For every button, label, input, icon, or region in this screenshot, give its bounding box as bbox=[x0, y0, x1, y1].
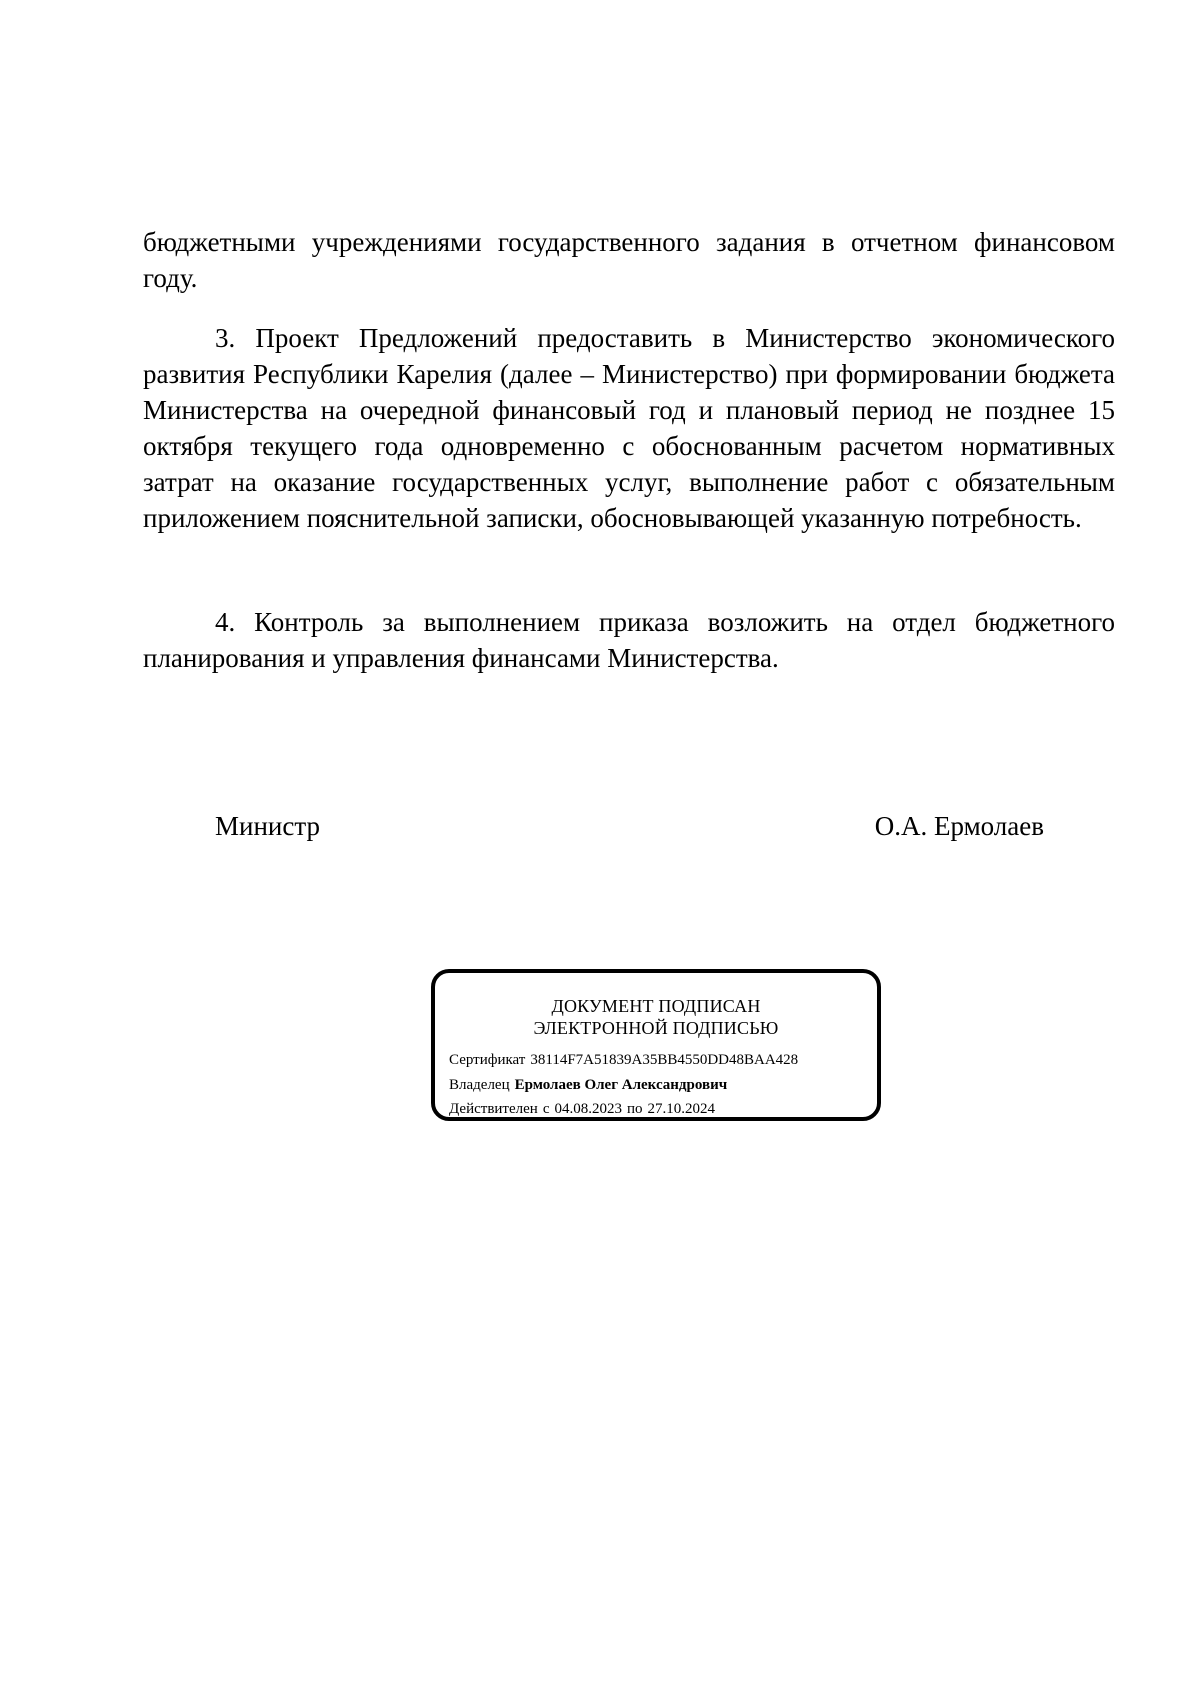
paragraph-continuation-text: бюджетными учреждениями государственного задания в отчетном финансовом году. bbox=[143, 227, 1115, 293]
electronic-signature-stamp bbox=[431, 969, 881, 1121]
paragraph-3 bbox=[143, 320, 1115, 536]
stamp-title bbox=[435, 995, 877, 1039]
stamp-title-line-2: ЭЛЕКТРОННОЙ ПОДПИСЬЮ bbox=[533, 1018, 779, 1038]
signatory-name: О.А. Ермолаев bbox=[874, 811, 1044, 841]
stamp-validity-line bbox=[449, 1100, 715, 1118]
stamp-certificate-line bbox=[449, 1051, 798, 1069]
paragraph-4 bbox=[143, 604, 1115, 676]
stamp-owner-line bbox=[449, 1076, 727, 1094]
stamp-valid-label: Действителен bbox=[449, 1101, 538, 1117]
stamp-owner-value: Ермолаев Олег Александрович bbox=[514, 1077, 728, 1093]
stamp-valid-from: 04.08.2023 bbox=[554, 1101, 622, 1117]
stamp-valid-from-label: с bbox=[542, 1101, 550, 1117]
stamp-valid-to-label: по bbox=[626, 1101, 643, 1117]
stamp-valid-to: 27.10.2024 bbox=[647, 1101, 716, 1117]
stamp-title-line-1: ДОКУМЕНТ ПОДПИСАН bbox=[551, 996, 761, 1016]
stamp-owner-label: Владелец bbox=[449, 1077, 510, 1093]
stamp-certificate-label: Сертификат bbox=[449, 1052, 526, 1068]
paragraph-continuation bbox=[143, 224, 1115, 296]
stamp-certificate-value: 38114F7A51839A35BB4550DD48BAA428 bbox=[530, 1052, 799, 1068]
paragraph-3-text: 3. Проект Предложений предоставить в Министерство экономического развития Республики Карелия (далее – Министерство) при формировании бюджета Министерства на очередной финансовый год и плановый период не позднее 15 октября текущего года одновременно с обоснованным расчетом нормативных затрат на оказание государственных услуг, выполнение работ с обязательным приложением пояснительной записки, обосновывающей указанную потребность. bbox=[143, 323, 1115, 533]
paragraph-4-text: 4. Контроль за выполнением приказа возложить на отдел бюджетного планирования и управления финансами Министерства. bbox=[143, 607, 1115, 673]
signatory-role: Министр bbox=[215, 811, 320, 841]
